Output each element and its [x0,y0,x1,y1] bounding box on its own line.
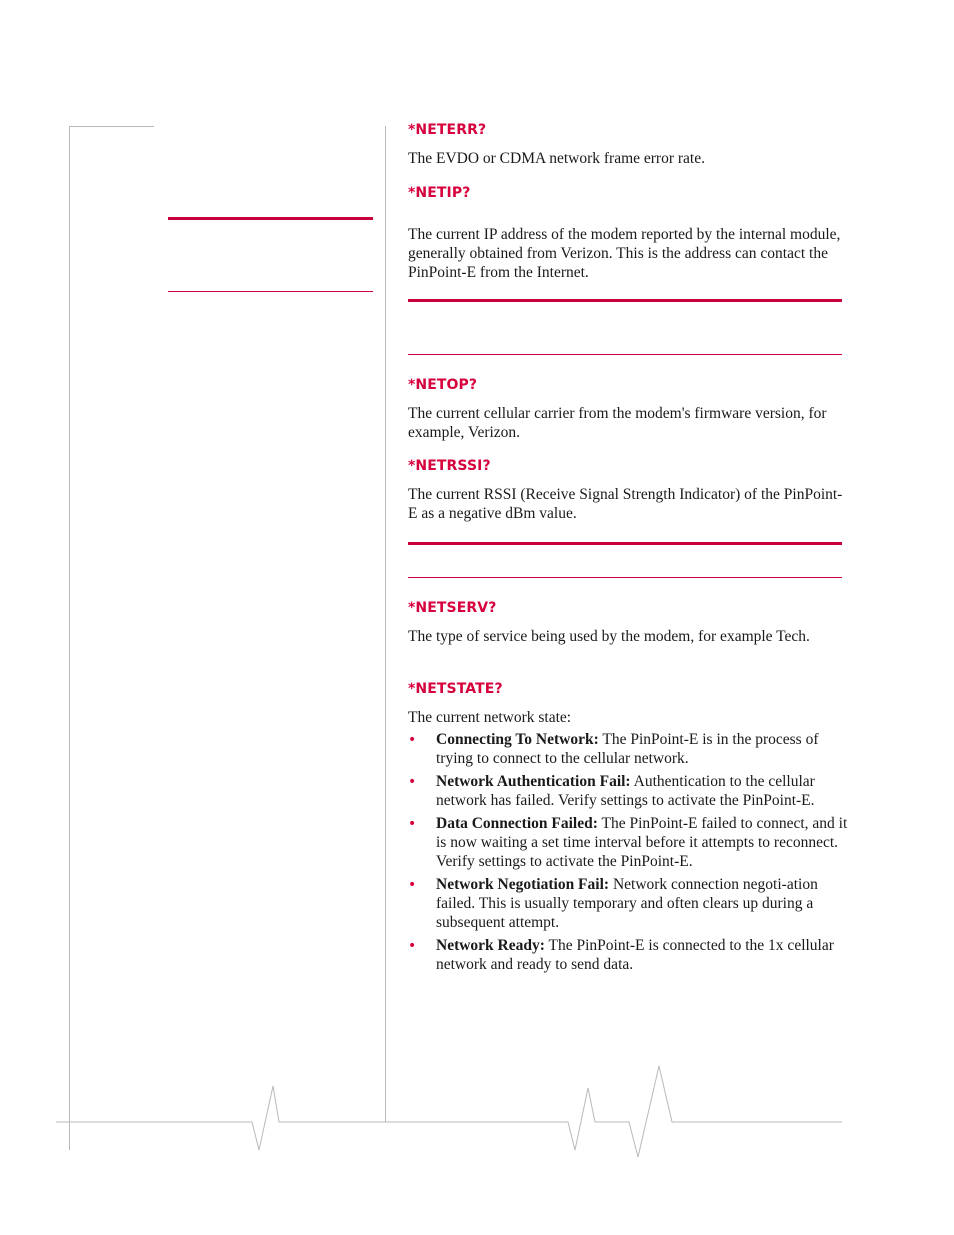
list-item [408,815,848,871]
content-rule-thin-1 [408,354,842,355]
paragraph-neterr: The EVDO or CDMA network frame error rate. [408,150,705,167]
bullet-icon: • [408,774,417,791]
list-item [408,937,848,975]
paragraph-netstate-intro: The current network state: [408,709,572,726]
heading-netip: *NETIP? [408,185,471,201]
margin-rule-thin [168,291,373,292]
heading-netrssi: *NETRSSI? [408,458,491,474]
paragraph-netip: The current IP address of the modem reported by the internal module, generally obtained from Verizon. This is the address can contact the PinPoint-E from the Internet. [408,226,841,281]
footer-waveform [0,1060,954,1170]
list-item-desc: The PinPoint-E is connected to the 1x cellular network and ready to send data. [436,937,834,974]
margin-rule-thick [168,217,373,220]
list-item [408,773,848,811]
heading-neterr: *NETERR? [408,122,487,138]
footer-wave-line [56,1066,842,1157]
bullet-icon: • [408,816,417,833]
list-item-desc: The PinPoint-E is in the process of trying to connect to the cellular network. [436,731,819,767]
content-rule-thin-2 [408,577,842,578]
heading-netstate: *NETSTATE? [408,681,503,697]
list-item-term: Network Negotiation Fail: [436,876,610,894]
list-item-term: Network Authentication Fail: [436,773,631,791]
list-item-desc: Network connection negoti-ation failed. This is usually temporary and often clears up during a subsequent attempt. [436,876,818,931]
netstate-list [408,731,848,980]
list-item-desc: The PinPoint-E failed to connect, and it is now waiting a set time interval before it attempts to reconnect. Verify settings to activate the PinPoint-E. [436,815,848,870]
content-rule-thick-1 [408,299,842,302]
paragraph-netserv: The type of service being used by the modem, for example Tech. [408,628,810,645]
bullet-icon: • [408,732,417,748]
list-item-desc: Authentication to the cellular network has failed. Verify settings to activate the PinPoint-E. [436,773,815,809]
list-item [408,876,848,932]
list-item [408,731,848,769]
content-rule-thick-2 [408,542,842,545]
bullet-icon: • [408,938,417,955]
heading-netop: *NETOP? [408,377,478,393]
column-divider [385,126,386,1122]
list-item-term: Data Connection Failed: [436,815,598,833]
paragraph-netrssi: The current RSSI (Receive Signal Strength Indicator) of the PinPoint-E as a negative dBm value. [408,486,843,522]
paragraph-netop: The current cellular carrier from the modem's firmware version, for example, Verizon. [408,405,827,441]
heading-netserv: *NETSERV? [408,600,497,616]
list-item-term: Connecting To Network: [436,731,599,748]
list-item-term: Network Ready: [436,937,545,955]
bullet-icon: • [408,877,417,894]
frame-top-rule [69,126,154,127]
frame-left-rule [69,126,70,1150]
